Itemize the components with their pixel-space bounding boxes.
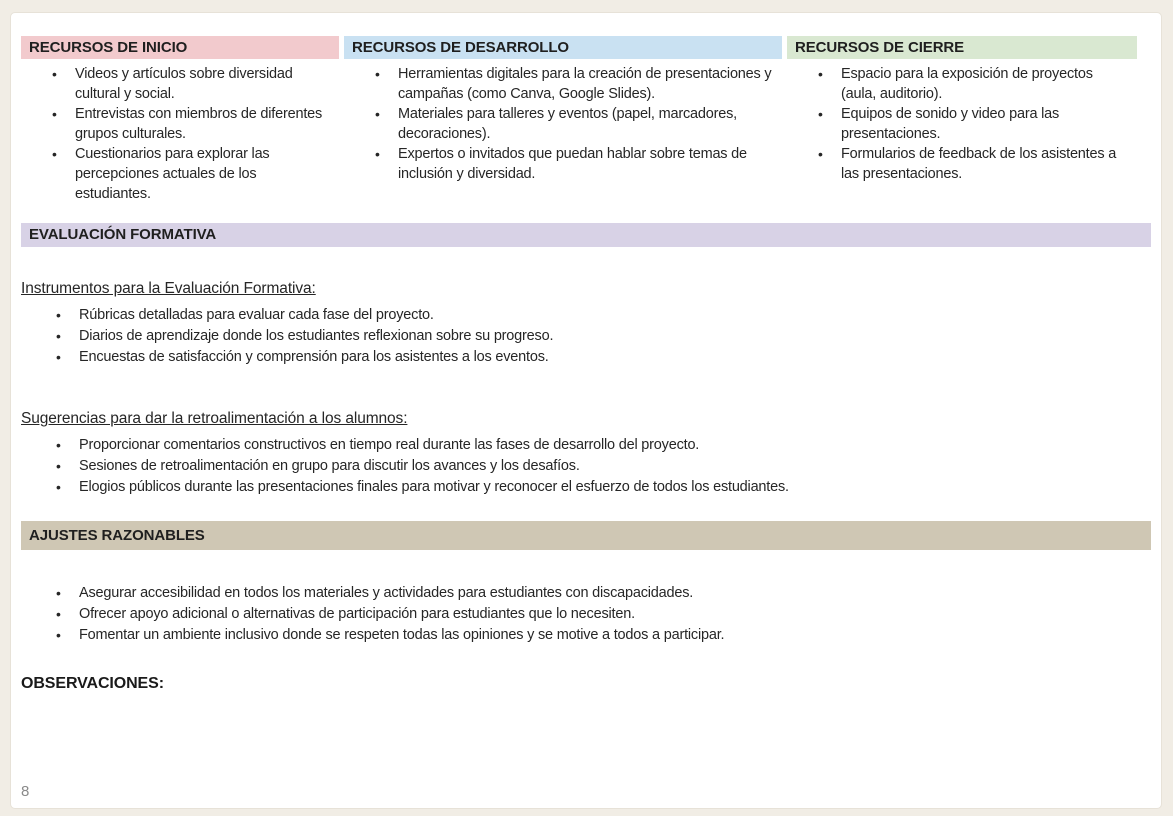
- observaciones-label: OBSERVACIONES:: [21, 675, 164, 692]
- recursos-desarrollo-list: [344, 64, 782, 184]
- list-item: [787, 104, 1137, 144]
- document-page: [10, 12, 1162, 809]
- list-item: [344, 144, 782, 184]
- list-item-text: Asegurar accesibilidad en todos los materiales y actividades para estudiantes con discapacidades.: [79, 585, 694, 601]
- recursos-desarrollo-header: RECURSOS DE DESARROLLO: [344, 36, 782, 59]
- list-item: [21, 64, 339, 104]
- bullet-icon: •: [375, 66, 380, 82]
- list-item: [21, 435, 1151, 455]
- list-item: [344, 64, 782, 104]
- sugerencias-subsection: [21, 409, 1151, 497]
- list-item-text: Herramientas digitales para la creación de presentaciones y campañas (como Canva, Google Slides).: [398, 66, 772, 102]
- bullet-icon: •: [52, 106, 57, 122]
- list-item: [21, 144, 339, 204]
- ajustes-list: [21, 583, 1151, 645]
- list-item-text: Formularios de feedback de los asistentes a las presentaciones.: [841, 146, 1117, 182]
- page-number: 8: [21, 783, 30, 800]
- ajustes-razonables-band: AJUSTES RAZONABLES: [21, 521, 1151, 550]
- list-item-text: Expertos o invitados que puedan hablar sobre temas de inclusión y diversidad.: [398, 146, 747, 182]
- evaluacion-formativa-band: EVALUACIÓN FORMATIVA: [21, 223, 1151, 247]
- list-item-text: Entrevistas con miembros de diferentes grupos culturales.: [75, 106, 323, 142]
- bullet-icon: •: [56, 307, 61, 323]
- list-item-text: Cuestionarios para explorar las percepciones actuales de los estudiantes.: [75, 146, 270, 202]
- bullet-icon: •: [52, 146, 57, 162]
- bullet-icon: •: [56, 479, 61, 495]
- list-item-text: Proporcionar comentarios constructivos en tiempo real durante las fases de desarrollo del proyecto.: [79, 437, 700, 453]
- instrumentos-heading: [21, 279, 1151, 299]
- list-item-text: Encuestas de satisfacción y comprensión para los asistentes a los eventos.: [79, 349, 549, 365]
- bullet-icon: •: [56, 458, 61, 474]
- list-item-text: Ofrecer apoyo adicional o alternativas de participación para estudiantes que lo necesiten.: [79, 606, 635, 622]
- list-item-text: Espacio para la exposición de proyectos (aula, auditorio).: [841, 66, 1093, 102]
- list-item: [787, 64, 1137, 104]
- list-item: [787, 144, 1137, 184]
- instrumentos-subsection: [21, 279, 1151, 367]
- bullet-icon: •: [818, 106, 823, 122]
- document-content: [11, 36, 1161, 800]
- bullet-icon: •: [56, 328, 61, 344]
- list-item: [21, 326, 1151, 346]
- list-item-text: Fomentar un ambiente inclusivo donde se respeten todas las opiniones y se motive a todos a participar.: [79, 627, 725, 643]
- list-item-text: Sesiones de retroalimentación en grupo para discutir los avances y los desafíos.: [79, 458, 580, 474]
- bullet-icon: •: [818, 146, 823, 162]
- sugerencias-heading-text: Sugerencias para dar la retroalimentación a los alumnos:: [21, 410, 408, 427]
- bullet-icon: •: [375, 146, 380, 162]
- sugerencias-list: [21, 435, 1151, 497]
- resources-column-cierre: [787, 36, 1137, 223]
- list-item-text: Rúbricas detalladas para evaluar cada fase del proyecto.: [79, 307, 434, 323]
- resources-row: [21, 36, 1151, 223]
- list-item: [21, 477, 1151, 497]
- recursos-cierre-list: [787, 64, 1137, 184]
- sugerencias-heading: [21, 409, 1151, 429]
- bullet-icon: •: [56, 585, 61, 601]
- list-item: [21, 456, 1151, 476]
- list-item-text: Videos y artículos sobre diversidad cultural y social.: [75, 66, 293, 102]
- recursos-cierre-header: RECURSOS DE CIERRE: [787, 36, 1137, 59]
- resources-column-desarrollo: [344, 36, 782, 223]
- list-item: [21, 305, 1151, 325]
- bullet-icon: •: [56, 627, 61, 643]
- list-item: [21, 604, 1151, 624]
- list-item-text: Materiales para talleres y eventos (papel, marcadores, decoraciones).: [398, 106, 737, 142]
- list-item: [21, 347, 1151, 367]
- list-item-text: Elogios públicos durante las presentaciones finales para motivar y reconocer el esfuerzo de todos los estudiantes.: [79, 479, 789, 495]
- list-item: [344, 104, 782, 144]
- recursos-inicio-header: RECURSOS DE INICIO: [21, 36, 339, 59]
- bullet-icon: •: [375, 106, 380, 122]
- bullet-icon: •: [818, 66, 823, 82]
- bullet-icon: •: [56, 606, 61, 622]
- bullet-icon: •: [52, 66, 57, 82]
- list-item: [21, 104, 339, 144]
- recursos-inicio-list: [21, 64, 339, 204]
- list-item-text: Diarios de aprendizaje donde los estudiantes reflexionan sobre su progreso.: [79, 328, 554, 344]
- bullet-icon: •: [56, 437, 61, 453]
- list-item: [21, 625, 1151, 645]
- instrumentos-list: [21, 305, 1151, 367]
- list-item-text: Equipos de sonido y video para las presentaciones.: [841, 106, 1060, 142]
- instrumentos-heading-text: Instrumentos para la Evaluación Formativa:: [21, 280, 316, 297]
- resources-column-inicio: [21, 36, 339, 223]
- list-item: [21, 583, 1151, 603]
- bullet-icon: •: [56, 349, 61, 365]
